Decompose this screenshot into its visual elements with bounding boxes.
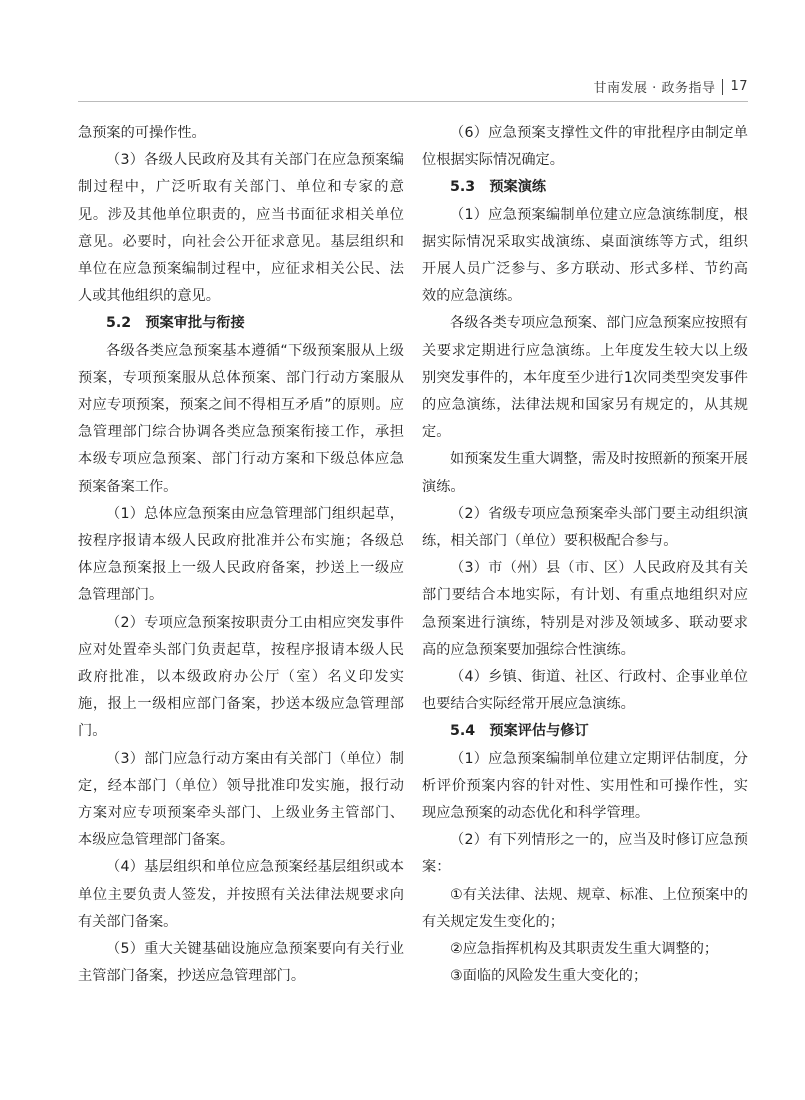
section-heading: 5.3 预案演练: [450, 179, 547, 196]
journal-title: 甘南发展 · 政务指导: [593, 81, 716, 96]
paragraph: （4）基层组织和单位应急预案经基层组织或本单位主要负责人签发，并按照有关法律法规要求向有关部门备案。: [78, 859, 404, 930]
paragraph: （4）乡镇、街道、社区、行政村、企事业单位也要结合实际经常开展应急演练。: [422, 669, 748, 713]
paragraph: （3）市（州）县（市、区）人民政府及其有关部门要结合本地实际，有计划、有重点地组织对应急预案进行演练，特别是对涉及领域多、联动要求高的应急预案要加强综合性演练。: [422, 560, 748, 658]
page-number: 17: [730, 79, 748, 94]
list-item: ③面临的风险发生重大变化的；: [450, 968, 648, 985]
paragraph: （2）有下列情形之一的，应当及时修订应急预案：: [422, 832, 748, 876]
paragraph: 急预案的可操作性。: [78, 125, 206, 141]
paragraph: （1）应急预案编制单位建立定期评估制度，分析评价预案内容的针对性、实用性和可操作性，实现应急预案的动态优化和科学管理。: [422, 750, 748, 822]
paragraph: （3）部门应急行动方案由有关部门（单位）制定，经本部门（单位）领导批准印发实施，报行动方案对应专项预案牵头部门、上级业务主管部门、本级应急管理部门备案。: [78, 750, 404, 849]
right-column: [422, 120, 748, 991]
paragraph: （1）应急预案编制单位建立应急演练制度，根据实际情况采取实战演练、桌面演练等方式，组织开展人员广泛参与、多方联动、形式多样、节约高效的应急演练。: [422, 206, 748, 305]
paragraph: （1）总体应急预案由应急管理部门组织起草，按程序报请本级人民政府批准并公布实施；各级总体应急预案报上一级人民政府备案，抄送上一级应急管理部门。: [78, 505, 404, 604]
paragraph: （3）各级人民政府及其有关部门在应急预案编制过程中，广泛听取有关部门、单位和专家的意见。涉及其他单位职责的，应当书面征求相关单位意见。必要时，向社会公开征求意见。基层组织和单位在应急预案编制过程中，应征求相关公民、法人或其他组织的意见。: [78, 152, 404, 305]
header-rule: [78, 101, 748, 102]
paragraph: 各级各类专项应急预案、部门应急预案应按照有关要求定期进行应急演练。上年度发生较大以上级别突发事件的，本年度至少进行1次同类型突发事件的应急演练，法律法规和国家另有规定的，从其规定。: [422, 315, 748, 441]
paragraph: 各级各类应急预案基本遵循“下级预案服从上级预案，专项预案服从总体预案、部门行动方案服从对应专项预案，预案之间不得相互矛盾”的原则。应急管理部门综合协调各类应急预案衔接工作，承担本级专项应急预案、部门行动方案和下级总体应急预案备案工作。: [78, 342, 404, 495]
paragraph: 如预案发生重大调整，需及时按照新的预案开展演练。: [422, 451, 748, 495]
paragraph: （5）重大关键基础设施应急预案要向有关行业主管部门备案，抄送应急管理部门。: [78, 941, 404, 985]
header-divider: [722, 79, 723, 95]
paragraph: （2）专项应急预案按职责分工由相应突发事件应对处置牵头部门负责起草，按程序报请本级人民政府批准，以本级政府办公厅（室）名义印发实施，报上一级相应部门备案，抄送本级应急管理部门。: [78, 614, 404, 740]
left-column: [78, 120, 404, 991]
paragraph: （6）应急预案支撑性文件的审批程序由制定单位根据实际情况确定。: [422, 125, 748, 169]
section-heading: 5.4 预案评估与修订: [450, 723, 589, 740]
section-heading: 5.2 预案审批与衔接: [106, 315, 245, 332]
list-item: ①有关法律、法规、规章、标准、上位预案中的有关规定发生变化的；: [422, 886, 748, 930]
list-item: ②应急指挥机构及其职责发生重大调整的；: [450, 941, 719, 958]
paragraph: （2）省级专项应急预案牵头部门要主动组织演练，相关部门（单位）要积极配合参与。: [422, 505, 748, 550]
running-header: [594, 77, 748, 96]
